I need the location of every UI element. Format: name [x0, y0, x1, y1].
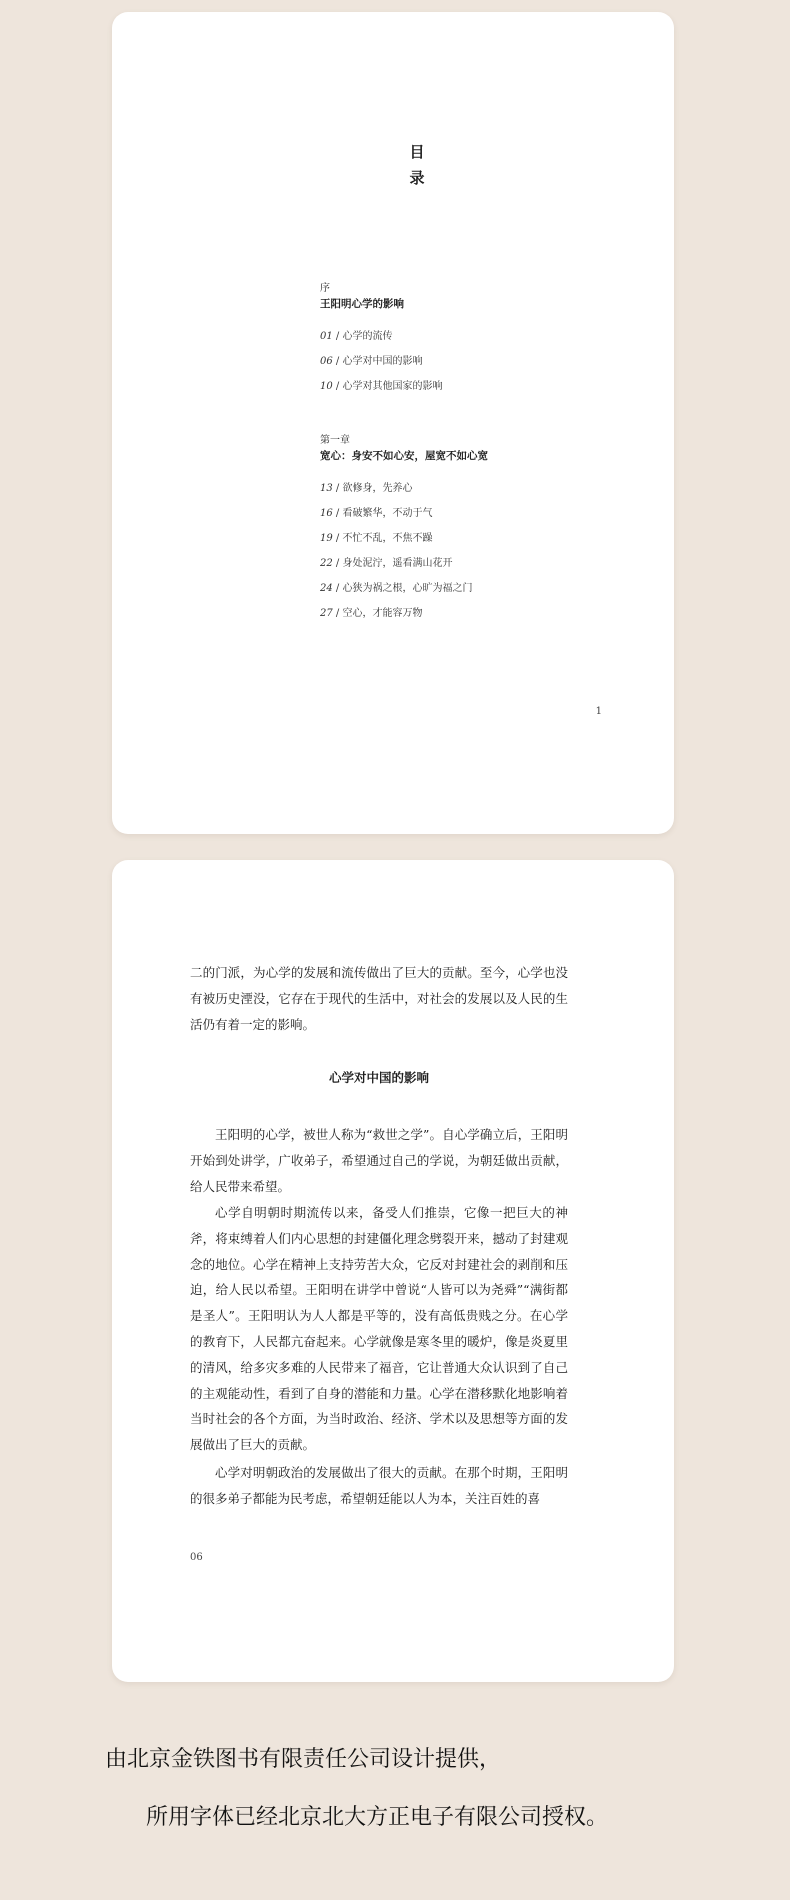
toc-entry-page: 16 [320, 508, 333, 519]
toc-title-char: 录 [409, 169, 425, 187]
toc-entry[interactable]: 22 / 身处泥泞，遥看满山花开 [320, 558, 453, 569]
paragraph-continued: 二的门派，为心学的发展和流传做出了巨大的贡献。至今，心学也没有被历史湮没，它存在于现代的生活中，对社会的发展以及人民的生活仍有着一定的影响。 [190, 965, 568, 1032]
toc-entry-page: 10 [320, 381, 333, 392]
toc-title [403, 139, 431, 191]
toc-entry-page: 22 [320, 558, 333, 569]
toc-entry[interactable]: 01 / 心学的流传 [320, 331, 393, 342]
credit-line: 由北京金铁图书有限责任公司设计提供， [105, 1747, 502, 1772]
toc-entry-page: 01 [320, 331, 333, 342]
toc-entry[interactable]: 06 / 心学对中国的影响 [320, 356, 423, 367]
toc-entry-title: 心学的流传 [342, 331, 393, 342]
toc-entry[interactable]: 10 / 心学对其他国家的影响 [320, 381, 443, 392]
toc-entry-title: 看破繁华，不动于气 [342, 508, 433, 519]
section-heading: 宽心：身安不如心安，屋宽不如心宽 [320, 450, 488, 462]
toc-entry-title: 心狭为祸之根，心旷为福之门 [342, 583, 473, 594]
toc-entry[interactable]: 13 / 欲修身，先养心 [320, 483, 413, 494]
toc-entry-title: 心学对中国的影响 [342, 356, 423, 367]
paragraph: 心学对明朝政治的发展做出了很大的贡献。在那个时期，王阳明的很多弟子都能为民考虑，希望朝廷能以人为本，关注百姓的喜 [190, 1465, 568, 1506]
toc-entry[interactable]: 16 / 看破繁华，不动于气 [320, 508, 433, 519]
toc-entry-page: 13 [320, 483, 333, 494]
section-kicker: 序 [320, 283, 330, 294]
toc-title-char: 目 [409, 143, 425, 161]
toc-entry-title: 欲修身，先养心 [342, 483, 413, 494]
page-number: 1 [595, 706, 602, 717]
paragraph: 王阳明的心学，被世人称为“救世之学”。自心学确立后，王阳明开始到处讲学，广收弟子，希望通过自己的学说，为朝廷做出贡献，给人民带来希望。 [190, 1127, 568, 1194]
paragraph: 心学自明朝时期流传以来，备受人们推崇，它像一把巨大的神斧，将束缚着人们内心思想的封建僵化理念劈裂开来，撼动了封建观念的地位。心学在精神上支持劳苦大众，它反对封建社会的剥削和压迫，给人民以希望。王阳明在讲学中曾说“人皆可以为尧舜”“满街都是圣人”。王阳明认为人人都是平等的，没有高低贵贱之分。在心学的教育下，人民都亢奋起来。心学就像是寒冬里的暖炉，像是炎夏里的清风，给多灾多难的人民带来了福音，它让普通大众认识到了自己的主观能动性，看到了自身的潜能和力量。心学在潜移默化地影响着当时社会的各个方面，为当时政治、经济、学术以及思想等方面的发展做出了巨大的贡献。 [190, 1205, 568, 1453]
toc-entry-title: 心学对其他国家的影响 [342, 381, 443, 392]
toc-entry[interactable]: 19 / 不忙不乱，不焦不躁 [320, 533, 433, 544]
toc-entry-page: 19 [320, 533, 333, 544]
section-kicker: 第一章 [320, 435, 350, 446]
toc-entry-page: 06 [320, 356, 333, 367]
toc-entry[interactable]: 27 / 空心，才能容万物 [320, 608, 423, 619]
page-number: 06 [190, 1552, 203, 1563]
toc-entry-page: 24 [320, 583, 333, 594]
toc-entry-title: 空心，才能容万物 [342, 608, 423, 619]
toc-entry-title: 身处泥泞，遥看满山花开 [342, 558, 453, 569]
body-page [112, 860, 674, 1682]
toc-entry-title: 不忙不乱，不焦不躁 [342, 533, 433, 544]
toc-entry-page: 27 [320, 608, 333, 619]
toc-page [112, 12, 674, 834]
toc-entry[interactable]: 24 / 心狭为祸之根，心旷为福之门 [320, 583, 473, 594]
section-heading: 王阳明心学的影响 [320, 298, 404, 310]
toc-section-chapter-1 [320, 434, 650, 626]
toc-section-preface [320, 282, 650, 399]
credit-line: 所用字体已经北京北大方正电子有限公司授权。 [146, 1805, 609, 1830]
section-subheading: 心学对中国的影响 [328, 1070, 429, 1085]
